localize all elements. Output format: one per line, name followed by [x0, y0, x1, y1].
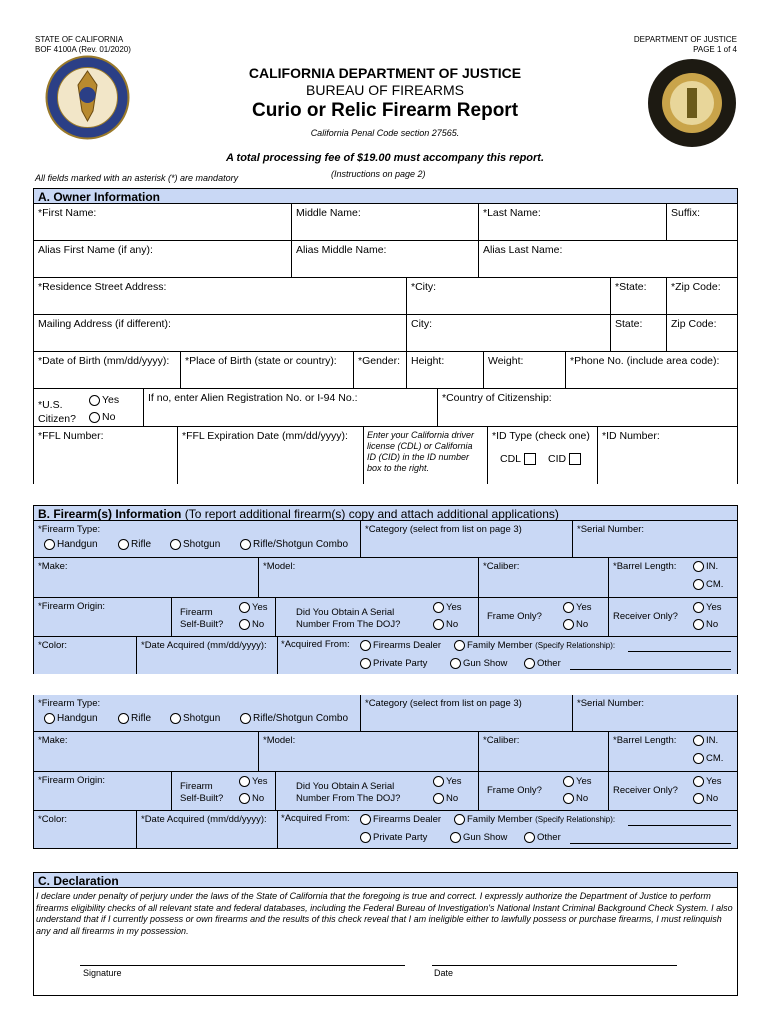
- category-label: *Category (select from list on page 3): [365, 524, 522, 535]
- family-member-radio[interactable]: [454, 814, 615, 826]
- radio-icon: [693, 753, 704, 764]
- section-b-header: [33, 505, 738, 521]
- caliber-label: *Caliber:: [483, 735, 520, 746]
- mailing-address-field[interactable]: [34, 315, 407, 352]
- firearm-origin-label: *Firearm Origin:: [38, 775, 106, 786]
- state-label: *State:: [615, 281, 647, 293]
- radio-icon: [170, 713, 181, 724]
- radio-icon: [170, 539, 181, 550]
- radio-icon: [433, 602, 444, 613]
- frame-yes-label: Yes: [576, 602, 592, 614]
- barrel-length-label: *Barrel Length:: [613, 735, 677, 746]
- pob-label: *Place of Birth (state or country):: [185, 355, 337, 367]
- middle-name-label: Middle Name:: [296, 207, 361, 219]
- serial-number-field[interactable]: [573, 695, 737, 732]
- pob-field[interactable]: [181, 352, 354, 389]
- doj-serial-label-2: Number From The DOJ?: [296, 619, 401, 630]
- cid-label: CID: [548, 453, 567, 465]
- radio-icon: [44, 713, 55, 724]
- radio-icon: [693, 579, 704, 590]
- firearm-origin-label: *Firearm Origin:: [38, 601, 106, 612]
- private-party-radio[interactable]: [360, 832, 427, 844]
- signature-line[interactable]: [80, 965, 405, 966]
- mailing-address-label: Mailing Address (if different):: [38, 318, 171, 330]
- section-c-header: C. Declaration: [33, 872, 738, 888]
- firearm-type-label: *Firearm Type:: [38, 524, 101, 535]
- self-built-yes-radio[interactable]: [239, 602, 268, 614]
- frame-no-label: No: [576, 793, 589, 805]
- mailing-state-label: State:: [615, 318, 643, 330]
- doj-serial-yes-radio[interactable]: [433, 776, 462, 788]
- ffl-expiration-field[interactable]: [178, 427, 364, 484]
- mailing-zip-field[interactable]: [667, 315, 737, 352]
- id-number-field[interactable]: [598, 427, 737, 484]
- self-built-no-label: No: [252, 793, 265, 805]
- date-acquired-label: *Date Acquired (mm/dd/yyyy):: [141, 814, 267, 825]
- acquired-from-group: [278, 811, 737, 848]
- suffix-field[interactable]: [667, 204, 737, 241]
- shotgun-label: Shotgun: [183, 539, 221, 551]
- relationship-line[interactable]: [628, 651, 731, 652]
- phone-label: *Phone No. (include area code):: [570, 355, 720, 367]
- alias-first-label: Alias First Name (if any):: [38, 244, 153, 256]
- cdl-label: CDL: [500, 453, 521, 465]
- phone-field[interactable]: [566, 352, 737, 389]
- shotgun-radio[interactable]: [170, 539, 220, 551]
- frame-only-label: Frame Only?: [487, 785, 542, 796]
- gun-show-label: Gun Show: [463, 832, 508, 844]
- acquired-from-group: [278, 637, 737, 674]
- self-built-yes-label: Yes: [252, 776, 268, 788]
- make-field[interactable]: [34, 558, 259, 598]
- private-party-label: Private Party: [373, 832, 428, 844]
- frame-no-radio[interactable]: [563, 793, 588, 805]
- doj-serial-label-2: Number From The DOJ?: [296, 793, 401, 804]
- dept-label: DEPARTMENT OF JUSTICE: [633, 35, 737, 44]
- radio-icon: [89, 412, 100, 423]
- barrel-in-radio[interactable]: [693, 561, 718, 573]
- radio-icon: [693, 602, 704, 613]
- doj-serial-yes-label: Yes: [446, 776, 462, 788]
- category-field[interactable]: [361, 521, 573, 558]
- alien-registration-label: If no, enter Alien Registration No. or I-94 No.:: [148, 392, 358, 404]
- date-label: Date: [434, 968, 454, 978]
- firearm-type-group: [34, 695, 361, 732]
- us-citizen-group: [34, 389, 144, 427]
- model-field[interactable]: [259, 732, 479, 772]
- section-b-title: B. Firearm(s) Information: [38, 507, 182, 521]
- last-name-label: *Last Name:: [483, 207, 541, 219]
- us-citizen-label-1: *U.S.: [38, 399, 63, 411]
- radio-icon: [450, 832, 461, 843]
- receiver-no-radio[interactable]: [693, 619, 718, 631]
- barrel-in-label: IN.: [706, 735, 719, 747]
- radio-icon: [360, 832, 371, 843]
- middle-name-field[interactable]: [292, 204, 479, 241]
- frame-no-label: No: [576, 619, 589, 631]
- self-built-yes-label: Yes: [252, 602, 268, 614]
- frame-only-group: [479, 598, 609, 637]
- family-spec-label: (Specify Relationship):: [535, 641, 616, 651]
- serial-number-label: *Serial Number:: [577, 698, 645, 709]
- serial-number-field[interactable]: [573, 521, 737, 558]
- family-member-label: Family Member: [467, 814, 533, 826]
- rifle-shotgun-combo-radio[interactable]: [240, 713, 348, 725]
- other-label: Other: [537, 658, 561, 670]
- declaration-text: I declare under penalty of perjury under the laws of the State of California that the foregoing is true and correct. I expressly authorize the Department of Justice to perform firearms eligibility checks of all relevant state and federal databases, including the Federal Bureau of Investigation's National Instant Criminal Background Check System. I also understand that if I currently possess or own firearms and the results of this check reveal that I am ineligible either to lawfully possess or purchase firearms, I must relinquish any and all firearms in my possession.: [36, 891, 733, 936]
- radio-icon: [240, 539, 251, 550]
- doj-serial-label-1: Did You Obtain A Serial: [296, 781, 395, 792]
- acquired-from-label: *Acquired From:: [281, 813, 350, 824]
- category-label: *Category (select from list on page 3): [365, 698, 522, 709]
- dob-label: *Date of Birth (mm/dd/yyyy):: [38, 355, 170, 367]
- doj-serial-no-radio[interactable]: [433, 793, 458, 805]
- firearm-origin-field[interactable]: [34, 598, 172, 637]
- dealer-label: Firearms Dealer: [373, 814, 442, 826]
- frame-no-radio[interactable]: [563, 619, 588, 631]
- receiver-only-group: [609, 598, 737, 637]
- category-field[interactable]: [361, 695, 573, 732]
- frame-only-label: Frame Only?: [487, 611, 542, 622]
- citizen-no-label: No: [102, 411, 116, 423]
- us-citizen-label-2: Citizen?: [38, 413, 76, 425]
- mailing-city-field[interactable]: [407, 315, 611, 352]
- other-line[interactable]: [570, 843, 731, 844]
- self-built-no-label: No: [252, 619, 265, 631]
- ffl-expiration-label: *FFL Expiration Date (mm/dd/yyyy):: [182, 430, 348, 442]
- other-line[interactable]: [570, 669, 731, 670]
- doj-serial-group: [276, 598, 479, 637]
- radio-icon: [360, 640, 371, 651]
- radio-icon: [89, 395, 100, 406]
- date-line[interactable]: [432, 965, 677, 966]
- barrel-length-group: [609, 558, 737, 598]
- mailing-city-label: City:: [411, 318, 432, 330]
- receiver-no-radio[interactable]: [693, 793, 718, 805]
- height-field[interactable]: [407, 352, 484, 389]
- rifle-label: Rifle: [131, 713, 152, 725]
- frame-yes-label: Yes: [576, 776, 592, 788]
- barrel-cm-radio[interactable]: [693, 579, 723, 591]
- city-field[interactable]: [407, 278, 611, 315]
- date-acquired-label: *Date Acquired (mm/dd/yyyy):: [141, 640, 267, 651]
- self-built-no-radio[interactable]: [239, 793, 264, 805]
- radio-icon: [563, 602, 574, 613]
- self-built-label-2: Self-Built?: [180, 793, 224, 804]
- radio-icon: [524, 658, 535, 669]
- cdl-checkbox[interactable]: [500, 453, 536, 465]
- other-radio[interactable]: [524, 658, 561, 670]
- residence-address-field[interactable]: [34, 278, 407, 315]
- dob-field[interactable]: [34, 352, 181, 389]
- section-b-subtitle: (To report additional firearm(s) copy and attach additional applications): [184, 507, 559, 521]
- gun-show-radio[interactable]: [450, 658, 507, 670]
- barrel-cm-radio[interactable]: [693, 753, 723, 765]
- rifle-shotgun-combo-radio[interactable]: [240, 539, 348, 551]
- id-type-group: [488, 427, 598, 484]
- dl-note: Enter your California driver license (CDL) or California ID (CID) in the ID number box to the right.: [364, 427, 488, 484]
- radio-icon: [693, 735, 704, 746]
- family-spec-label: (Specify Relationship):: [535, 815, 616, 825]
- penal-code: California Penal Code section 27565.: [310, 128, 460, 138]
- rifle-shotgun-combo-label: Rifle/Shotgun Combo: [253, 539, 349, 551]
- caliber-field[interactable]: [479, 732, 609, 772]
- radio-icon: [454, 814, 465, 825]
- barrel-length-group: [609, 732, 737, 772]
- radio-icon: [433, 793, 444, 804]
- alias-last-label: Alias Last Name:: [483, 244, 563, 256]
- self-built-no-radio[interactable]: [239, 619, 264, 631]
- radio-icon: [239, 602, 250, 613]
- fee-notice: A total processing fee of $19.00 must accompany this report.: [225, 152, 545, 164]
- radio-icon: [524, 832, 535, 843]
- family-member-label: Family Member: [467, 640, 533, 652]
- shotgun-label: Shotgun: [183, 713, 221, 725]
- radio-icon: [239, 793, 250, 804]
- radio-icon: [360, 658, 371, 669]
- other-label: Other: [537, 832, 561, 844]
- self-built-label-1: Firearm: [180, 607, 213, 618]
- firearm-origin-field[interactable]: [34, 772, 172, 811]
- radio-icon: [563, 793, 574, 804]
- doj-serial-yes-radio[interactable]: [433, 602, 462, 614]
- gender-field[interactable]: [354, 352, 407, 389]
- first-name-label: *First Name:: [38, 207, 97, 219]
- handgun-radio[interactable]: [44, 539, 98, 551]
- radio-icon: [240, 713, 251, 724]
- model-label: *Model:: [263, 561, 296, 572]
- handgun-label: Handgun: [57, 713, 98, 725]
- doj-serial-no-radio[interactable]: [433, 619, 458, 631]
- last-name-field[interactable]: [479, 204, 667, 241]
- make-field[interactable]: [34, 732, 259, 772]
- barrel-cm-label: CM.: [706, 579, 724, 591]
- radio-icon: [433, 776, 444, 787]
- citizen-yes-label: Yes: [102, 394, 120, 406]
- date-acquired-field[interactable]: [137, 811, 278, 848]
- receiver-only-label: Receiver Only?: [613, 785, 678, 796]
- instructions-note: (Instructions on page 2): [331, 169, 426, 179]
- radio-icon: [693, 793, 704, 804]
- model-field[interactable]: [259, 558, 479, 598]
- barrel-length-label: *Barrel Length:: [613, 561, 677, 572]
- handgun-label: Handgun: [57, 539, 98, 551]
- frame-yes-radio[interactable]: [563, 776, 592, 788]
- doj-serial-no-label: No: [446, 619, 459, 631]
- family-member-radio[interactable]: [454, 640, 615, 652]
- dealer-label: Firearms Dealer: [373, 640, 442, 652]
- radio-icon: [693, 561, 704, 572]
- suffix-label: Suffix:: [671, 207, 700, 219]
- make-label: *Make:: [38, 735, 68, 746]
- alias-last-field[interactable]: [479, 241, 737, 278]
- barrel-in-label: IN.: [706, 561, 719, 573]
- model-label: *Model:: [263, 735, 296, 746]
- alias-first-field[interactable]: [34, 241, 292, 278]
- id-type-label: *ID Type (check one): [492, 430, 590, 442]
- state-field[interactable]: [611, 278, 667, 315]
- height-label: Height:: [411, 355, 445, 367]
- make-label: *Make:: [38, 561, 68, 572]
- gun-show-label: Gun Show: [463, 658, 508, 670]
- first-name-field[interactable]: [34, 204, 292, 241]
- other-radio[interactable]: [524, 832, 561, 844]
- radio-icon: [118, 539, 129, 550]
- alien-registration-field[interactable]: [144, 389, 438, 427]
- ffl-number-field[interactable]: [34, 427, 178, 484]
- firearm-type-label: *Firearm Type:: [38, 698, 101, 709]
- self-built-label-1: Firearm: [180, 781, 213, 792]
- rifle-radio[interactable]: [118, 713, 151, 725]
- radio-icon: [454, 640, 465, 651]
- self-built-group: [172, 772, 276, 811]
- rifle-label: Rifle: [131, 539, 152, 551]
- radio-icon: [44, 539, 55, 550]
- date-acquired-field[interactable]: [137, 637, 278, 674]
- zip-label: *Zip Code:: [671, 281, 721, 293]
- receiver-no-label: No: [706, 619, 719, 631]
- state-label: STATE OF CALIFORNIA: [35, 35, 124, 44]
- radio-icon: [450, 658, 461, 669]
- radio-icon: [563, 776, 574, 787]
- ffl-number-label: *FFL Number:: [38, 430, 104, 442]
- mailing-state-field[interactable]: [611, 315, 667, 352]
- caliber-field[interactable]: [479, 558, 609, 598]
- page-title: Curio or Relic Firearm Report: [251, 100, 519, 121]
- cid-checkbox[interactable]: [548, 453, 581, 465]
- private-party-radio[interactable]: [360, 658, 427, 670]
- receiver-yes-radio[interactable]: [693, 602, 722, 614]
- radio-icon: [118, 713, 129, 724]
- color-field[interactable]: [34, 637, 137, 674]
- radio-icon: [360, 814, 371, 825]
- alias-middle-label: Alias Middle Name:: [296, 244, 387, 256]
- receiver-only-group: [609, 772, 737, 811]
- caliber-label: *Caliber:: [483, 561, 520, 572]
- mailing-zip-label: Zip Code:: [671, 318, 717, 330]
- dealer-radio[interactable]: [360, 640, 441, 652]
- private-party-label: Private Party: [373, 658, 428, 670]
- doj-serial-yes-label: Yes: [446, 602, 462, 614]
- receiver-yes-label: Yes: [706, 602, 722, 614]
- weight-field[interactable]: [484, 352, 566, 389]
- agency-title: CALIFORNIA DEPARTMENT OF JUSTICE: [248, 65, 522, 81]
- receiver-yes-label: Yes: [706, 776, 722, 788]
- section-a-header: A. Owner Information: [33, 188, 738, 204]
- self-built-label-2: Self-Built?: [180, 619, 224, 630]
- color-label: *Color:: [38, 640, 68, 651]
- doj-serial-label-1: Did You Obtain A Serial: [296, 607, 395, 618]
- rifle-radio[interactable]: [118, 539, 151, 551]
- self-built-yes-radio[interactable]: [239, 776, 268, 788]
- checkbox-icon: [524, 453, 536, 465]
- doj-serial-no-label: No: [446, 793, 459, 805]
- gender-label: *Gender:: [358, 355, 401, 367]
- frame-yes-radio[interactable]: [563, 602, 592, 614]
- signature-label: Signature: [83, 968, 122, 978]
- firearm-type-group: [34, 521, 361, 558]
- country-citizenship-label: *Country of Citizenship:: [442, 392, 552, 404]
- citizen-no-radio[interactable]: [89, 411, 115, 423]
- receiver-yes-radio[interactable]: [693, 776, 722, 788]
- serial-number-label: *Serial Number:: [577, 524, 645, 535]
- receiver-only-label: Receiver Only?: [613, 611, 678, 622]
- id-number-label: *ID Number:: [602, 430, 660, 442]
- color-field[interactable]: [34, 811, 137, 848]
- country-citizenship-field[interactable]: [438, 389, 737, 427]
- self-built-group: [172, 598, 276, 637]
- alias-middle-field[interactable]: [292, 241, 479, 278]
- barrel-in-radio[interactable]: [693, 735, 718, 747]
- radio-icon: [693, 776, 704, 787]
- color-label: *Color:: [38, 814, 68, 825]
- dealer-radio[interactable]: [360, 814, 441, 826]
- bureau-title: BUREAU OF FIREARMS: [306, 82, 464, 98]
- rifle-shotgun-combo-label: Rifle/Shotgun Combo: [253, 713, 349, 725]
- gun-show-radio[interactable]: [450, 832, 507, 844]
- radio-icon: [239, 776, 250, 787]
- checkbox-icon: [569, 453, 581, 465]
- relationship-line[interactable]: [628, 825, 731, 826]
- doj-serial-group: [276, 772, 479, 811]
- page-number: PAGE 1 of 4: [693, 45, 737, 54]
- citizen-yes-radio[interactable]: [89, 394, 119, 406]
- radio-icon: [563, 619, 574, 630]
- acquired-from-label: *Acquired From:: [281, 639, 350, 650]
- weight-label: Weight:: [488, 355, 524, 367]
- barrel-cm-label: CM.: [706, 753, 724, 765]
- receiver-no-label: No: [706, 793, 719, 805]
- shotgun-radio[interactable]: [170, 713, 220, 725]
- radio-icon: [239, 619, 250, 630]
- city-label: *City:: [411, 281, 437, 293]
- zip-field[interactable]: [667, 278, 737, 315]
- handgun-radio[interactable]: [44, 713, 98, 725]
- radio-icon: [433, 619, 444, 630]
- frame-only-group: [479, 772, 609, 811]
- radio-icon: [693, 619, 704, 630]
- residence-address-label: *Residence Street Address:: [38, 281, 167, 293]
- form-number: BOF 4100A (Rev. 01/2020): [35, 45, 131, 54]
- mandatory-notice: All fields marked with an asterisk (*) are mandatory: [35, 173, 239, 183]
